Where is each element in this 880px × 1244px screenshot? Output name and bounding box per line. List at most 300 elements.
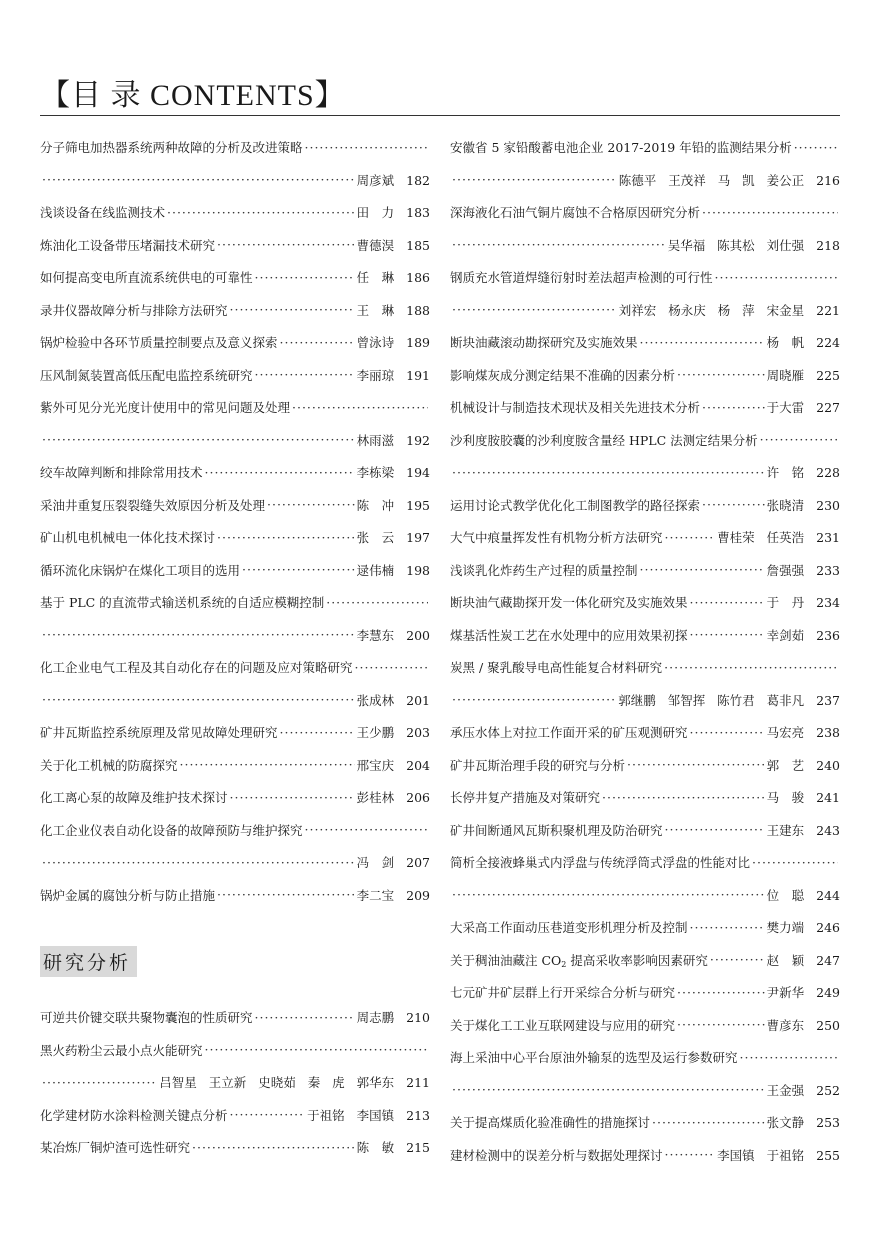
toc-entry-title: 浅谈设备在线监测技术 [40, 205, 166, 221]
left-column [40, 131, 430, 1164]
toc-entry[interactable] [40, 229, 430, 262]
toc-entry-byline [357, 496, 430, 514]
dot-leader [42, 855, 355, 870]
toc-entry-title: 录井仪器故障分析与排除方法研究 [40, 302, 228, 318]
toc-entry-title: 化学建材防水涂料检测关键点分析 [40, 1107, 228, 1123]
toc-entry[interactable] [450, 1009, 840, 1042]
dot-leader [267, 497, 355, 512]
toc-entry-byline [357, 1138, 430, 1156]
toc-entry-title: 如何提高变电所直流系统供电的可靠性 [40, 270, 253, 286]
toc-entry-title: 矿山机电机械电一体化技术探讨 [40, 530, 216, 546]
toc-entry-byline [357, 463, 430, 481]
dot-leader [180, 757, 355, 772]
toc-entry[interactable] [450, 586, 840, 619]
toc-entry-byline [767, 593, 840, 611]
dot-leader [702, 497, 765, 512]
toc-entry-page: 209 [406, 887, 430, 903]
toc-entry[interactable] [40, 1099, 430, 1132]
toc-entry[interactable] [450, 651, 840, 684]
toc-entry[interactable] [450, 846, 840, 879]
toc-entry-title: 深海液化石油气铜片腐蚀不合格原因研究分析 [450, 205, 701, 221]
toc-entry-authors: 张成林 [356, 692, 395, 708]
toc-entry[interactable] [450, 879, 840, 912]
toc-entry-title: 基于 PLC 的直流带式输送机系统的自适应模糊控制 [40, 595, 325, 611]
dot-leader [230, 790, 355, 805]
toc-entry-title: 炭黑 / 聚乳酸导电高性能复合材料研究 [450, 660, 663, 676]
toc-entry[interactable] [40, 196, 430, 229]
toc-entry-authors: 冯 剑 [356, 855, 395, 871]
toc-entry-page: 246 [816, 920, 840, 936]
toc-entry-page: 243 [816, 822, 840, 838]
toc-entry[interactable] [40, 521, 430, 554]
toc-entry-byline [357, 333, 430, 351]
toc-entry-authors: 李栋梁 [356, 465, 395, 481]
toc-entry[interactable] [40, 716, 430, 749]
toc-entry-authors: 于祖铭 李国镇 [307, 1107, 395, 1123]
toc-entry-title: 钢质充水管道焊缝衍射时差法超声检测的可行性 [450, 270, 713, 286]
toc-entry-page: 186 [406, 270, 430, 286]
dot-leader [305, 822, 428, 837]
toc-entry-authors: 马宏亮 [766, 725, 805, 741]
toc-entry-page: 195 [406, 497, 430, 513]
toc-entry-byline [357, 886, 430, 904]
toc-entry[interactable] [40, 684, 430, 717]
toc-entry[interactable] [450, 749, 840, 782]
toc-entry[interactable] [450, 456, 840, 489]
toc-entry-title: 大气中痕量挥发性有机物分析方法研究 [450, 530, 663, 546]
toc-entry-title: 化工企业仪表自动化设备的故障预防与维护探究 [40, 822, 303, 838]
toc-entry-authors: 马 骏 [766, 790, 805, 806]
toc-entry[interactable] [40, 651, 430, 684]
section-heading-label: 研究分析 [40, 946, 137, 977]
toc-entry-page: 252 [816, 1082, 840, 1098]
toc-entry-title: 炼油化工设备带压堵漏技术研究 [40, 237, 216, 253]
toc-entry-authors: 吕智星 王立新 史晓茹 秦 虎 郭华东 [159, 1075, 395, 1091]
dot-leader [452, 1082, 765, 1097]
toc-entry[interactable] [450, 911, 840, 944]
toc-entry-page: 247 [816, 952, 840, 968]
dot-leader [280, 725, 355, 740]
title-rule [40, 115, 840, 116]
toc-entry-authors: 逯伟楠 [356, 562, 395, 578]
toc-entry-title: 循环流化床锅炉在煤化工项目的选用 [40, 562, 241, 578]
toc-entry-page: 216 [816, 172, 840, 188]
dot-leader [452, 237, 666, 252]
toc-entry-authors: 位 聪 [766, 887, 805, 903]
toc-entry-page: 224 [816, 335, 840, 351]
toc-entry[interactable] [40, 619, 430, 652]
toc-entry[interactable] [450, 1074, 840, 1107]
dot-leader [652, 1115, 765, 1130]
toc-entry-page: 207 [406, 855, 430, 871]
toc-entry[interactable] [450, 944, 840, 977]
toc-entry-byline [357, 171, 430, 189]
toc-entry-authors: 曹德淏 [356, 237, 395, 253]
dot-leader [326, 595, 428, 610]
toc-entry-authors: 李二宝 [356, 887, 395, 903]
toc-entry-title: 锅炉金属的腐蚀分析与防止措施 [40, 887, 216, 903]
dot-leader [42, 172, 355, 187]
dot-leader [740, 1050, 838, 1065]
toc-entry-byline [767, 1081, 840, 1099]
toc-entry-byline [767, 723, 840, 741]
toc-entry-authors: 张晓清 [766, 497, 805, 513]
toc-entry-authors: 樊力端 [766, 920, 805, 936]
toc-entry-authors: 李丽琼 [356, 367, 395, 383]
toc-entry-byline [767, 788, 840, 806]
toc-entry-title: 建材检测中的误差分析与数据处理探讨 [450, 1147, 663, 1163]
toc-entry-authors: 周晓雁 [766, 367, 805, 383]
toc-entry[interactable] [40, 586, 430, 619]
dot-leader [677, 367, 765, 382]
toc-entry-title: 采油井重复压裂裂缝失效原因分析及处理 [40, 497, 266, 513]
toc-entry-page: 234 [816, 595, 840, 611]
dot-leader [255, 270, 355, 285]
dot-leader [627, 757, 765, 772]
toc-entry-title: 锅炉检验中各环节质量控制要点及意义探索 [40, 335, 278, 351]
toc-entry-page: 215 [406, 1140, 430, 1156]
toc-entry-page: 206 [406, 790, 430, 806]
toc-entry[interactable] [40, 1131, 430, 1164]
toc-entry-page: 241 [816, 790, 840, 806]
toc-entry-page: 240 [816, 757, 840, 773]
dot-leader [255, 367, 355, 382]
toc-entry-page: 228 [816, 465, 840, 481]
toc-entry-byline [767, 821, 840, 839]
toc-entry-authors: 林雨滋 [356, 432, 395, 448]
toc-entry-page: 238 [816, 725, 840, 741]
toc-entry[interactable] [450, 229, 840, 262]
toc-entry-title: 浅谈乳化炸药生产过程的质量控制 [450, 562, 638, 578]
toc-entry-title: 承压水体上对拉工作面开采的矿压观测研究 [450, 725, 688, 741]
toc-entry[interactable] [450, 1139, 840, 1172]
toc-entry-authors: 曹彦东 [766, 1017, 805, 1033]
toc-entry-authors: 郭继鹏 邹智挥 陈竹君 葛非凡 [618, 692, 805, 708]
toc-entry-page: 230 [816, 497, 840, 513]
toc-entry-byline [619, 171, 840, 189]
dot-leader [665, 1147, 716, 1162]
dot-leader [640, 562, 765, 577]
toc-entry-title: 安徽省 5 家铅酸蓄电池企业 2017-2019 年铅的监测结果分析 [450, 140, 792, 156]
toc-entry-byline [767, 398, 840, 416]
toc-entry[interactable] [450, 359, 840, 392]
toc-entry[interactable] [450, 684, 840, 717]
dot-leader [690, 920, 765, 935]
toc-entry-title: 绞车故障判断和排除常用技术 [40, 465, 203, 481]
toc-entry-page: 188 [406, 302, 430, 318]
toc-entry-title: 可逆共价键交联共聚物囊泡的性质研究 [40, 1010, 253, 1026]
toc-entry-authors: 彭桂林 [356, 790, 395, 806]
toc-entry-byline [767, 1113, 840, 1131]
toc-entry-title: 关于化工机械的防腐探究 [40, 757, 178, 773]
toc-entry-page: 236 [816, 627, 840, 643]
toc-entry[interactable] [40, 1034, 430, 1067]
toc-entry-page: 218 [816, 237, 840, 253]
toc-entry[interactable] [40, 879, 430, 912]
toc-entry[interactable] [40, 131, 430, 164]
toc-entry-page: 233 [816, 562, 840, 578]
dot-leader [665, 530, 716, 545]
toc-entry-page: 203 [406, 725, 430, 741]
toc-entry-byline [357, 1008, 430, 1026]
toc-entry[interactable] [450, 716, 840, 749]
dot-leader [255, 1010, 355, 1025]
dot-leader [217, 237, 355, 252]
toc-entry-byline [357, 236, 430, 254]
toc-entry[interactable] [40, 164, 430, 197]
toc-entry-title: 某冶炼厂铜炉渣可选性研究 [40, 1140, 191, 1156]
toc-entry-title: 化工离心泵的故障及维护技术探讨 [40, 790, 228, 806]
dot-leader [710, 952, 765, 967]
toc-entry-authors: 曹桂荣 任英浩 [717, 530, 805, 546]
toc-entry-byline [357, 301, 430, 319]
toc-entry[interactable] [40, 456, 430, 489]
toc-entry-page: 194 [406, 465, 430, 481]
toc-entry-page: 255 [816, 1147, 840, 1163]
toc-entry[interactable] [40, 359, 430, 392]
dot-leader [167, 205, 355, 220]
dot-leader [690, 595, 765, 610]
toc-entry-byline [357, 528, 430, 546]
toc-entry-authors: 李国镇 于祖铭 [717, 1147, 805, 1163]
toc-entry-byline [767, 886, 840, 904]
toc-entry-byline [767, 561, 840, 579]
dot-leader [205, 465, 355, 480]
toc-entry-byline [357, 626, 430, 644]
dot-leader [292, 400, 428, 415]
toc-entry[interactable] [40, 489, 430, 522]
toc-entry-authors: 于大雷 [766, 400, 805, 416]
toc-entry-title: 化工企业电气工程及其自动化存在的问题及应对策略研究 [40, 660, 353, 676]
dot-leader [452, 172, 617, 187]
toc-entry-byline [668, 236, 840, 254]
toc-entry[interactable] [40, 554, 430, 587]
toc-entry[interactable] [40, 814, 430, 847]
toc-entry-page: 253 [816, 1115, 840, 1131]
dot-leader [217, 887, 355, 902]
toc-entry-byline [618, 691, 840, 709]
section-heading [40, 943, 430, 979]
toc-entry[interactable] [40, 424, 430, 457]
dot-leader [794, 140, 838, 155]
toc-entry-byline [767, 496, 840, 514]
toc-entry[interactable] [450, 164, 840, 197]
toc-entry-authors: 杨 帆 [766, 335, 805, 351]
toc-entry-page: 191 [406, 367, 430, 383]
toc-entry-byline [619, 301, 840, 319]
dot-leader [640, 335, 765, 350]
toc-entry-authors: 王少鹏 [356, 725, 395, 741]
toc-entry[interactable] [40, 326, 430, 359]
toc-entry-title: 紫外可见分光光度计使用中的常见问题及处理 [40, 400, 291, 416]
toc-entry-byline [357, 203, 430, 221]
toc-entry-page: 197 [406, 530, 430, 546]
toc-entry-byline [159, 1073, 430, 1091]
toc-entry-title: 矿井瓦斯治理手段的研究与分析 [450, 757, 626, 773]
toc-entry[interactable] [450, 521, 840, 554]
toc-entry-title: 七元矿井矿层群上行开采综合分析与研究 [450, 985, 676, 1001]
page-title: 【目 录 CONTENTS】 [40, 79, 346, 112]
dot-leader [452, 465, 765, 480]
toc-entry-byline [357, 268, 430, 286]
toc-entry-byline [767, 463, 840, 481]
toc-entry-byline [307, 1106, 430, 1124]
toc-entry-title: 断块油藏滚动勘探研究及实施效果 [450, 335, 638, 351]
toc-entry-title: 分子筛电加热器系统两种故障的分析及改进策略 [40, 140, 303, 156]
dot-leader [665, 822, 765, 837]
toc-entry-authors: 王 琳 [356, 302, 395, 318]
dot-leader [42, 627, 355, 642]
toc-entry-byline [357, 431, 430, 449]
dot-leader [230, 302, 355, 317]
dot-leader [452, 887, 765, 902]
toc-entry-byline [767, 626, 840, 644]
toc-entry[interactable] [40, 261, 430, 294]
toc-entry-authors: 刘祥宏 杨永庆 杨 萍 宋金星 [618, 302, 805, 318]
toc-entry[interactable] [40, 294, 430, 327]
dot-leader [677, 985, 765, 1000]
toc-entry-title: 运用讨论式教学优化化工制图教学的路径探索 [450, 497, 701, 513]
toc-entry-title: 沙利度胺胶囊的沙利度胺含量经 HPLC 法测定结果分析 [450, 432, 758, 448]
toc-entry-byline [717, 1146, 840, 1164]
toc-entry[interactable] [40, 1066, 430, 1099]
toc-entry[interactable] [450, 489, 840, 522]
toc-entry-title: 矿井瓦斯监控系统原理及常见故障处理研究 [40, 725, 278, 741]
toc-entry[interactable] [450, 424, 840, 457]
toc-entry-title: 黑火药粉尘云最小点火能研究 [40, 1042, 203, 1058]
dot-leader [664, 660, 838, 675]
toc-entry-title: 长停井复产措施及对策研究 [450, 790, 601, 806]
toc-entry-authors: 曾泳诗 [356, 335, 395, 351]
toc-entry-byline [767, 983, 840, 1001]
toc-entry-page: 200 [406, 627, 430, 643]
dot-leader [230, 1107, 306, 1122]
toc-entry-authors: 陈 冲 [356, 497, 395, 513]
toc-entry-title: 简析全接液蜂巢式内浮盘与传统浮筒式浮盘的性能对比 [450, 855, 751, 871]
dot-leader [677, 1017, 765, 1032]
toc-entry-title: 影响煤灰成分测定结果不准确的因素分析 [450, 367, 676, 383]
dot-leader [452, 302, 617, 317]
toc-entry[interactable] [40, 846, 430, 879]
toc-entry-byline [767, 1016, 840, 1034]
toc-entry-page: 192 [406, 432, 430, 448]
dot-leader [702, 205, 838, 220]
toc-entry-byline [357, 366, 430, 384]
toc-entry-title: 机械设计与制造技术现状及相关先进技术分析 [450, 400, 701, 416]
toc-entry-byline [767, 918, 840, 936]
dot-leader [192, 1140, 355, 1155]
toc-entry-page: 198 [406, 562, 430, 578]
toc-entry-authors: 陈德平 王茂祥 马 凯 姜公正 [618, 172, 805, 188]
toc-entry-page: 231 [816, 530, 840, 546]
toc-entry-byline [357, 788, 430, 806]
toc-entry-page: 250 [816, 1017, 840, 1033]
toc-entry-authors: 任 琳 [356, 270, 395, 286]
toc-entry[interactable] [450, 781, 840, 814]
toc-entry-byline [767, 756, 840, 774]
dot-leader [690, 725, 765, 740]
toc-entry[interactable] [450, 1041, 840, 1074]
toc-entry[interactable] [450, 261, 840, 294]
toc-entry-authors: 王金强 [766, 1082, 805, 1098]
toc-entry[interactable] [450, 554, 840, 587]
toc-entry-page: 244 [816, 887, 840, 903]
toc-entry-page: 185 [406, 237, 430, 253]
toc-entry-authors: 张文静 [766, 1115, 805, 1131]
dot-leader [602, 790, 765, 805]
toc-entry-byline [767, 333, 840, 351]
toc-entry-title: 大采高工作面动压巷道变形机理分析及控制 [450, 920, 688, 936]
toc-entry[interactable] [450, 294, 840, 327]
toc-entry-byline [357, 756, 430, 774]
toc-entry-page: 227 [816, 400, 840, 416]
toc-entry[interactable] [40, 749, 430, 782]
toc-entry-page: 183 [406, 205, 430, 221]
toc-entry-page: 201 [406, 692, 430, 708]
toc-entry-authors: 詹强强 [766, 562, 805, 578]
toc-entry-title: 关于稠油油藏注 $CO_2$ 提高采收率影响因素研究 [450, 952, 708, 969]
toc-entry-title: 压风制氮装置高低压配电监控系统研究 [40, 367, 253, 383]
dot-leader [42, 1075, 157, 1090]
toc-entry[interactable] [450, 976, 840, 1009]
toc-entry-title: 矿井间断通风瓦斯积聚机理及防治研究 [450, 822, 663, 838]
toc-entry[interactable] [450, 619, 840, 652]
toc-entry-page: 204 [406, 757, 430, 773]
dot-leader [760, 432, 838, 447]
toc-entry[interactable] [40, 1001, 430, 1034]
dot-leader [242, 562, 355, 577]
toc-entry-authors: 周彦斌 [356, 172, 395, 188]
dot-leader [305, 140, 428, 155]
toc-entry-authors: 周志鹏 [356, 1010, 395, 1026]
toc-entry-byline [357, 853, 430, 871]
dot-leader [452, 692, 616, 707]
toc-entry-page: 189 [406, 335, 430, 351]
toc-entry-byline [767, 951, 840, 969]
toc-entry[interactable] [450, 131, 840, 164]
toc-entry[interactable] [450, 814, 840, 847]
dot-leader [42, 692, 355, 707]
toc-entry-authors: 尹新华 [766, 985, 805, 1001]
toc-entry[interactable] [40, 781, 430, 814]
toc-entry[interactable] [450, 391, 840, 424]
toc-entry-page: 237 [816, 692, 840, 708]
toc-entry[interactable] [450, 326, 840, 359]
toc-entry-authors: 陈 敏 [356, 1140, 395, 1156]
toc-entry[interactable] [450, 1106, 840, 1139]
dot-leader [217, 530, 355, 545]
toc-entry[interactable] [40, 391, 430, 424]
toc-entry-title: 关于煤化工工业互联网建设与应用的研究 [450, 1017, 676, 1033]
toc-entry-byline [357, 561, 430, 579]
toc-entry-title: 断块油气藏勘探开发一体化研究及实施效果 [450, 595, 688, 611]
right-column [450, 131, 840, 1171]
toc-entry-authors: 李慧东 [356, 627, 395, 643]
toc-entry[interactable] [450, 196, 840, 229]
toc-entry-authors: 郭 艺 [766, 757, 805, 773]
toc-entry-page: 182 [406, 172, 430, 188]
toc-entry-authors: 王建东 [766, 822, 805, 838]
toc-entry-page: 225 [816, 367, 840, 383]
toc-entry-authors: 许 铭 [766, 465, 805, 481]
dot-leader [752, 855, 838, 870]
toc-entry-authors: 幸剑茹 [766, 627, 805, 643]
toc-entry-byline [357, 691, 430, 709]
toc-entry-authors: 邢宝庆 [356, 757, 395, 773]
toc-entry-authors: 张 云 [356, 530, 395, 546]
dot-leader [42, 432, 355, 447]
toc-entry-byline [767, 366, 840, 384]
